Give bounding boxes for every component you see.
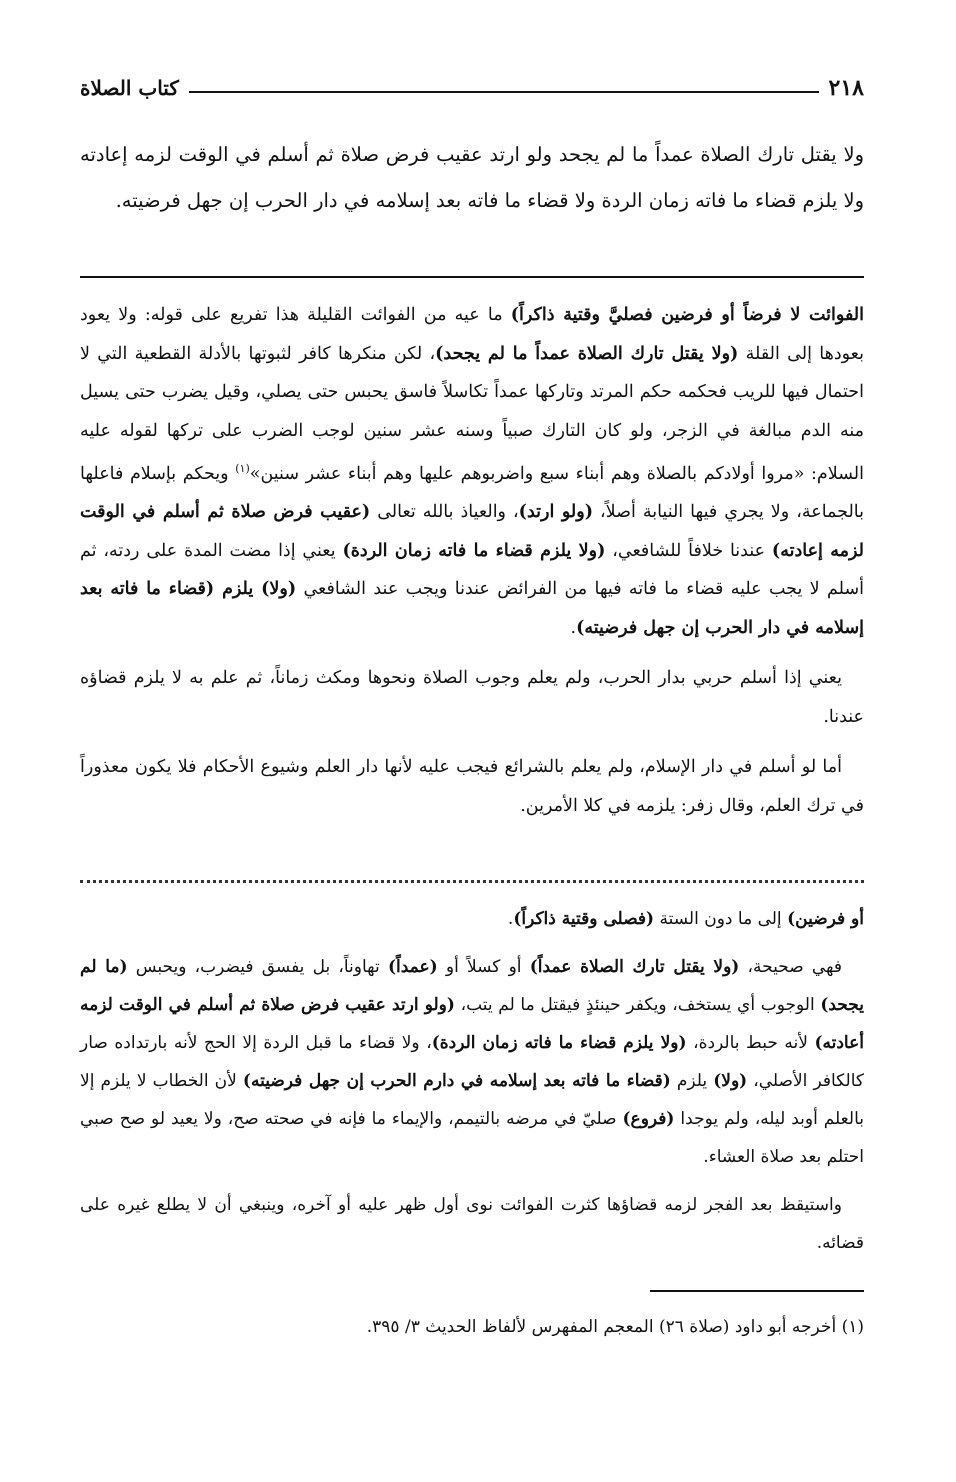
commentary xyxy=(80,296,864,837)
gloss-p2-run-4: تهاوناً، بل يفسق فيضرب، ويحبس xyxy=(127,957,388,977)
commentary-p1-run-5: ويحكم بإسلام فاعلها بالجماعة، ولا يجري فيها النيابة أصلاً، xyxy=(80,463,864,523)
header-rule xyxy=(189,91,819,93)
gloss-p2-run-1: (ولا يقتل تارك الصلاة عمداً) xyxy=(529,957,740,977)
page-number: ٢١٨ xyxy=(828,75,864,101)
commentary-p1-run-6: (ولو ارتد) xyxy=(518,502,593,523)
gloss-p1-run-3: . xyxy=(507,909,514,929)
gloss-p2-run-14: لأن الخطاب لا يلزم إلا بالعلم أوبد ليله، ولم يوجدا xyxy=(80,1071,864,1129)
commentary-p1-run-4: (١) xyxy=(235,462,250,475)
commentary-p1-run-1: ما عيه من الفوائت القليلة هذا تفريع على قوله: ولا يعود بعودها إلى القلة xyxy=(80,305,864,364)
main-text-paragraph: ولا يقتل تارك الصلاة عمداً ما لم يجحد ولو ارتد عقيب فرض صلاة ثم أسلم في الوقت لزمه إعادته ولا يلزم قضاء ما فاته زمان الردة ولا قضاء ما فاته بعد إسلامه في دار الحرب إن جهل فرضيته. xyxy=(80,143,864,212)
gloss-p2-run-15: (فروع) xyxy=(622,1109,675,1129)
footnote: (١) أخرجه أبو داود (صلاة ٢٦) المعجم المفهرس لألفاظ الحديث ٣/ ٣٩٥. xyxy=(366,1317,864,1337)
footnote-rule xyxy=(650,1290,864,1292)
commentary-p1-run-13: . xyxy=(570,617,577,638)
commentary-p1-run-8: (عقيب فرض صلاة ثم أسلم في الوقت لزمه إعادته) xyxy=(80,502,864,561)
gloss-p2-run-9: (ولا يلزم قضاء ما فاته زمان الردة) xyxy=(431,1033,687,1053)
gloss-p2-run-3: (عمداً) xyxy=(387,957,438,977)
commentary-separator xyxy=(80,276,864,278)
gloss-p2-run-16: صليّ في مرضه بالتيمم، والإيماء ما فإنه في صحته صح، ولا يعيد لو صح صبي احتلم بعد صلاة العشاء. xyxy=(80,1109,864,1167)
gloss-p1-run-2: (فصلى وقتية ذاكراً) xyxy=(513,909,655,929)
gloss-p2-run-0: فهي صحيحة، xyxy=(739,957,842,977)
gloss-p2-run-11: (ولا) xyxy=(713,1071,748,1091)
commentary-p1-run-2: (ولا يقتل تارك الصلاة عمداً ما لم يجحد) xyxy=(435,343,739,364)
page-header xyxy=(80,68,864,108)
gloss-p1-run-1: إلى ما دون الستة xyxy=(654,909,788,929)
commentary-p1-run-9: عندنا خلافاً للشافعي، xyxy=(605,540,772,561)
gloss-paragraph-2 xyxy=(80,948,864,1176)
gloss-p2-run-2: أو كسلاً أو xyxy=(437,957,530,977)
gloss-paragraph-1 xyxy=(80,900,864,938)
commentary-p1-run-12: (ولا) يلزم (قضاء ما فاته بعد إسلامه في دار الحرب إن جهل فرضيته) xyxy=(80,579,864,638)
gloss-p2-run-10: ، ولا قضاء ما قبل الردة إلا الحج لأنه بارتداده صار كالكافر الأصلي، xyxy=(80,1033,864,1091)
commentary-p1-run-7: ، والعياذ بالله تعالى xyxy=(370,502,519,523)
commentary-paragraph-2: يعني إذا أسلم حربي بدار الحرب، ولم يعلم وجوب الصلاة ونحوها ومكث زماناً، ثم علم به لا يلزم قضاؤه عندنا. xyxy=(80,668,864,727)
gloss-p2-run-13: (قضاء ما فاته بعد إسلامه في دارم الحرب إن جهل فرضيته) xyxy=(242,1071,671,1091)
dotted-separator xyxy=(80,880,864,883)
commentary-p1-run-11: يعني إذا مضت المدة على ردته، ثم أسلم لا يجب عليه قضاء ما فاته فيها من الفرائض عندنا ويجب عند الشافعي xyxy=(80,540,864,600)
commentary-p1-run-10: (ولا يلزم قضاء ما فاته زمان الردة) xyxy=(342,540,606,561)
gloss xyxy=(80,900,864,1272)
gloss-p1-run-0: أو فرضين) xyxy=(787,909,864,929)
commentary-paragraph-3: أما لو أسلم في دار الإسلام، ولم يعلم بالشرائع فيجب عليه لأنها دار العلم وشيوع الأحكام فلا يكون معذوراً في ترك العلم، وقال زفر: يلزمه في كلا الأمرين. xyxy=(80,757,864,816)
gloss-p2-run-6: الوجوب أي يستخف، ويكفر حينئذٍ فيقتل ما لم يتب، xyxy=(454,995,821,1015)
gloss-paragraph-3: واستيقظ بعد الفجر لزمه قضاؤها كثرت الفوائت نوى أول ظهر عليه أو آخره، وينبغي أن لا يطلع غيره على قضائه. xyxy=(80,1195,864,1253)
commentary-p1-run-0: الفوائت لا فرضاً أو فرضين فصليَّ وقتية ذاكراً) xyxy=(510,305,864,325)
gloss-p2-run-5: (ما لم يجحد) xyxy=(80,957,864,1015)
commentary-p1-run-3: ، لكن منكرها كافر لثبوتها بالأدلة القطعية التي لا احتمال فيها للريب فحكمه حكم المرتد وتاركها عمداً تكاسلاً فاسق يحبس حتى يصلي، وقيل يضرب حتى يسيل منه الدم مبالغة في الزجر، ولو كان التارك صبياً وسنه عشر سنين لوجب الضرب على تركها لقوله عليه السلام: «مروا أولادكم بالصلاة وهم أبناء سبع واضربوهم عليها وهم أبناء عشر سنين» xyxy=(80,343,865,484)
commentary-paragraph-1 xyxy=(80,296,864,647)
gloss-p2-run-7: (ولو ارتد عقيب فرض صلاة ثم أسلم في الوقت لزمه أعادته) xyxy=(80,995,864,1053)
main-text xyxy=(80,132,864,224)
gloss-p2-run-12: يلزم xyxy=(670,1071,714,1091)
book-title: كتاب الصلاة xyxy=(80,76,179,100)
gloss-p2-run-8: لأنه حبط بالردة، xyxy=(686,1033,815,1053)
